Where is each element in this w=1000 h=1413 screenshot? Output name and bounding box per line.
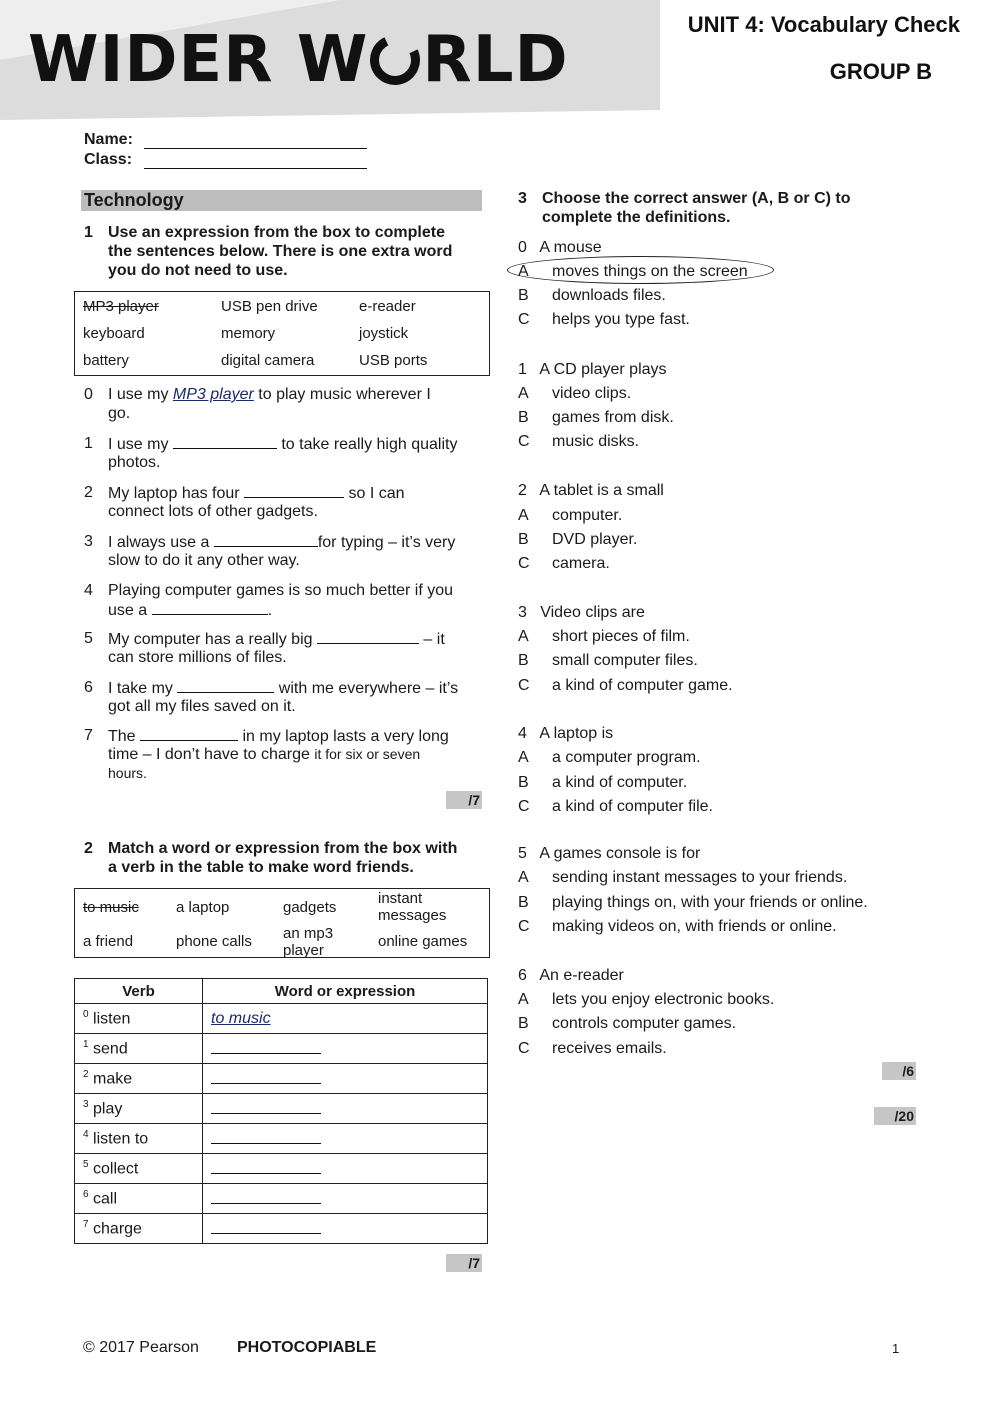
table-row: $^3$ play	[75, 1094, 488, 1124]
table-row: $^0$ listen to music	[75, 1004, 488, 1034]
ex3-option[interactable]: C a kind of computer game.	[518, 677, 733, 694]
table-header: Word or expression	[203, 979, 488, 1004]
answer-blank[interactable]	[211, 1039, 321, 1054]
word-item: memory	[221, 325, 276, 342]
ex3-option[interactable]: C making videos on, with friends or online.	[518, 918, 837, 935]
word-item: online games	[378, 933, 468, 950]
ex3-option[interactable]: C music disks.	[518, 433, 640, 450]
answer-blank[interactable]	[211, 1069, 321, 1084]
section-title: Technology	[81, 190, 482, 211]
answer-blank[interactable]	[211, 1129, 321, 1144]
word-item: a laptop	[176, 899, 230, 916]
class-label: Class:	[84, 151, 133, 168]
ex3-question-5: 5 A games console is for	[518, 845, 701, 862]
answer-blank[interactable]	[244, 483, 344, 498]
total-score-box: /20	[874, 1107, 916, 1125]
ex3-option[interactable]: B games from disk.	[518, 409, 674, 426]
ex3-score-box: /6	[882, 1062, 916, 1080]
ex3-option[interactable]: C a kind of computer file.	[518, 798, 713, 815]
ex3-option[interactable]: B controls computer games.	[518, 1015, 737, 1032]
table-row: $^7$ charge	[75, 1214, 488, 1244]
ex3-question-1: 1 A CD player plays	[518, 361, 667, 378]
globe-o-icon	[363, 28, 427, 92]
photocopiable-label: PHOTOCOPIABLE	[237, 1339, 377, 1356]
answer-blank[interactable]	[317, 629, 419, 644]
word-item: MP3 player	[83, 298, 159, 315]
word-item: digital camera	[221, 352, 315, 369]
ex3-option[interactable]: C camera.	[518, 555, 610, 572]
word-friends-table	[74, 978, 488, 1244]
ex3-option[interactable]: A moves things on the screen	[518, 263, 748, 280]
ex3-option[interactable]: B downloads files.	[518, 287, 666, 304]
answer-blank[interactable]	[211, 1159, 321, 1174]
word-item: e-reader	[359, 298, 416, 315]
name-label: Name:	[84, 131, 133, 148]
word-item: to music	[83, 899, 139, 916]
ex3-question-4: 4 A laptop is	[518, 725, 614, 742]
ex2-word-box	[74, 888, 490, 958]
unit-title: UNIT 4: Vocabulary Check	[687, 12, 960, 37]
word-item: phone calls	[176, 933, 252, 950]
ex3-option[interactable]: B playing things on, with your friends or online.	[518, 894, 868, 911]
ex3-option[interactable]: B a kind of computer.	[518, 774, 688, 791]
answer-blank[interactable]	[211, 1189, 321, 1204]
ex3-option[interactable]: C receives emails.	[518, 1040, 667, 1057]
ex1-question-0: 0 I use my MP3 player to play music wherever I go.	[84, 386, 431, 422]
ex1-question-4: 4 Playing computer games is so much better if you use a .	[84, 582, 454, 619]
answer-blank[interactable]	[140, 726, 238, 741]
ex3-option[interactable]: A video clips.	[518, 385, 632, 402]
ex3-option[interactable]: C helps you type fast.	[518, 311, 690, 328]
ex3-question-3: 3 Video clips are	[518, 604, 645, 621]
copyright: © 2017 Pearson	[83, 1339, 199, 1356]
answer-blank[interactable]	[214, 532, 318, 547]
ex1-question-5: 5 My computer has a really big – it can store millions of files.	[84, 630, 445, 666]
ex1-question-7: 7 The in my laptop lasts a very long time – I don’t have to charge it for six or seven hours.	[84, 727, 449, 781]
name-field[interactable]	[144, 134, 367, 149]
example-answer: to music	[211, 1009, 271, 1027]
ex1-question-2: 2 My laptop has four so I can connect lots of other gadgets.	[84, 484, 405, 520]
word-item: an mp3	[283, 925, 334, 942]
table-row: $^4$ listen to	[75, 1124, 488, 1154]
ex3-option[interactable]: B small computer files.	[518, 652, 698, 669]
ex1-word-box	[74, 291, 490, 376]
class-field[interactable]	[144, 154, 367, 169]
answer-blank[interactable]	[152, 600, 268, 615]
word-item: player	[283, 942, 324, 959]
ex1-question-1: 1 I use my to take really high quality photos.	[84, 435, 458, 471]
ex3-option[interactable]: A a computer program.	[518, 749, 701, 766]
table-row: $^1$ send	[75, 1034, 488, 1064]
page-number: 1	[892, 1341, 900, 1356]
table-row: $^6$ call	[75, 1184, 488, 1214]
example-answer: MP3 player	[172, 386, 254, 403]
ex1-instructions: 1 Use an expression from the box to complete the sentences below. There is one extra word you do not need to use.	[84, 224, 453, 279]
word-item: USB ports	[359, 352, 428, 369]
group-title: GROUP B	[829, 59, 932, 84]
wider-world-logo: WIDER W RLD	[28, 23, 569, 97]
ex2-score-box: /7	[446, 1254, 482, 1272]
word-item: gadgets	[283, 899, 337, 916]
word-item: keyboard	[83, 325, 145, 342]
ex2-instructions: 2 Match a word or expression from the box with a verb in the table to make word friends.	[84, 840, 458, 876]
ex3-option[interactable]: B DVD player.	[518, 531, 638, 548]
word-item: instant	[378, 890, 423, 907]
word-item: USB pen drive	[221, 298, 318, 315]
table-row: $^5$ collect	[75, 1154, 488, 1184]
answer-blank[interactable]	[173, 434, 277, 449]
word-item: a friend	[83, 933, 134, 950]
word-item: messages	[378, 907, 447, 924]
answer-blank[interactable]	[177, 678, 274, 693]
ex3-option[interactable]: A computer.	[518, 507, 623, 524]
table-header: Verb	[75, 979, 203, 1004]
ex3-question-6: 6 An e-reader	[518, 967, 624, 984]
ex3-option[interactable]: A lets you enjoy electronic books.	[518, 991, 775, 1008]
ex1-question-6: 6 I take my with me everywhere – it’s got all my files saved on it.	[84, 679, 459, 715]
answer-blank[interactable]	[211, 1219, 321, 1234]
ex3-instructions: 3 Choose the correct answer (A, B or C) to complete the definitions.	[518, 190, 851, 226]
ex1-score-box: /7	[446, 791, 482, 809]
ex3-question-0: 0 A mouse	[518, 239, 602, 256]
table-row: $^2$ make	[75, 1064, 488, 1094]
ex1-question-3: 3 I always use a for typing – it’s very slow to do it any other way.	[84, 533, 456, 569]
ex3-question-2: 2 A tablet is a small	[518, 482, 664, 499]
ex3-option[interactable]: A sending instant messages to your friends.	[518, 869, 848, 886]
answer-blank[interactable]	[211, 1099, 321, 1114]
word-item: battery	[83, 352, 129, 369]
word-item: joystick	[359, 325, 409, 342]
ex3-option[interactable]: A short pieces of film.	[518, 628, 690, 645]
